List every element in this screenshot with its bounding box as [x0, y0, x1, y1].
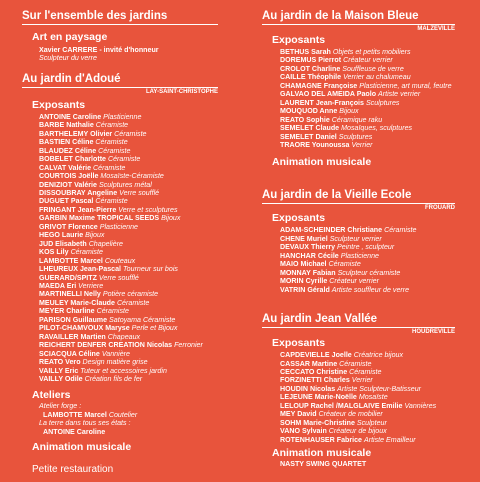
exhibitor-role: Sculptures — [338, 132, 373, 141]
exhibitor-row — [280, 427, 455, 435]
exhibitor-row — [39, 257, 218, 265]
exhibitor-role: Artiste souffleur de verre — [331, 285, 410, 294]
exhibitor-name: ANTOINE Caroline — [39, 112, 102, 121]
section-title-ensemble: Sur l'ensemble des jardins — [22, 10, 168, 22]
exhibitor-role: Couteaux — [104, 256, 136, 265]
exhibitor-row — [280, 107, 455, 115]
subheading-art-en-paysage: Art en paysage — [32, 31, 108, 43]
exhibitor-row — [280, 133, 455, 141]
exhibitor-row — [39, 130, 218, 138]
exhibitor-role: Céramiste — [384, 226, 417, 235]
exhibitor-name: REATO Vero — [39, 358, 81, 367]
exhibitor-name: BETHUS Sarah — [280, 48, 331, 56]
exhibitor-list — [22, 113, 218, 384]
exhibitor-row — [39, 248, 218, 256]
exhibitor-name: GRIVOT Florence — [39, 222, 98, 231]
exhibitor-role: Vannière — [101, 349, 130, 358]
section-rule — [262, 203, 455, 204]
exhibitor-role: Plasticienne, art mural, feutre — [359, 81, 452, 90]
exhibitor-row — [39, 223, 218, 231]
exhibitor-row — [280, 82, 455, 90]
exhibitor-role: Souffleuse de verre — [342, 64, 404, 73]
atelier-forge-label: Atelier forge : — [39, 402, 82, 411]
exhibitor-row — [280, 376, 455, 384]
section-rule — [262, 327, 455, 328]
exhibitor-name: CHENE Muriel — [280, 234, 328, 243]
exhibitor-role: Céramiste — [95, 138, 128, 147]
exhibitor-role: Céramiste — [96, 307, 129, 316]
exhibitor-role: Céramiste — [107, 155, 141, 164]
exhibitor-row — [39, 121, 218, 129]
exhibitor-row — [39, 375, 218, 383]
exhibitor-role: Bijoux — [339, 107, 359, 116]
exhibitor-role: Satoyama Céramiste — [109, 315, 176, 324]
exhibitor-role: Créatrice bijoux — [353, 351, 404, 360]
exhibitor-role: Potière céramiste — [102, 290, 159, 299]
exhibitor-row — [39, 358, 218, 366]
exhibitor-row — [39, 265, 218, 273]
section-rule — [262, 24, 455, 25]
exhibitor-row — [39, 290, 218, 298]
exhibitor-name: MEYER Charline — [39, 307, 95, 316]
exhibitor-role: Céramiste — [70, 248, 103, 257]
exhibitor-row — [280, 260, 455, 268]
exhibitor-role: Verriere — [78, 281, 104, 290]
exhibitor-name: PARISON Guillaume — [39, 315, 108, 324]
subheading-ateliers: Ateliers — [32, 389, 71, 402]
exhibitor-name: BARTHELEMY Olivier — [39, 129, 113, 138]
exhibitor-role: Céramiste — [95, 197, 128, 206]
exhibitor-name: LEJEUNE Marie-Noëlle — [280, 393, 357, 402]
exhibitor-row — [280, 243, 455, 251]
exhibitor-row — [280, 351, 455, 359]
exhibitor-name: CAILLE Théophile — [280, 73, 342, 82]
exhibitor-role: Sculpteur verrier — [329, 234, 382, 243]
exhibitor-role: Chapelière — [88, 239, 123, 248]
exhibitor-row — [39, 299, 218, 307]
exhibitor-role: Sculptures métal — [98, 180, 152, 189]
exhibitor-name: MAEDA Eri — [39, 281, 77, 290]
exhibitor-row — [280, 360, 455, 368]
exhibitor-row — [280, 385, 455, 393]
exhibitor-row — [39, 350, 218, 358]
exhibitor-role: Créateur verrier — [343, 56, 393, 65]
subheading-exposants: Exposants — [32, 98, 86, 111]
exhibitor-row — [39, 197, 218, 205]
exhibitor-list — [262, 48, 455, 149]
exhibitor-role: Verre soufflé — [98, 273, 139, 282]
exhibitor-role: Mosaïste — [358, 393, 388, 402]
exhibitor-row — [39, 206, 218, 214]
exhibitor-name: LAURENT Jean-François — [280, 98, 364, 107]
exhibitor-name: KOS Lily — [39, 248, 69, 257]
exhibitor-role: Céramiste — [114, 129, 147, 138]
exhibitor-row — [280, 252, 455, 260]
exhibitor-row — [39, 367, 218, 375]
exhibitor-row — [39, 231, 218, 239]
subheading-exposants: Exposants — [272, 337, 326, 350]
exhibitor-name: HANCHAR Cécile — [280, 251, 339, 260]
exhibitor-role: Plasticienne — [340, 251, 379, 260]
exhibitor-row — [39, 240, 218, 248]
exhibitor-row — [39, 181, 218, 189]
exhibitor-name: GARBIN Maxime TROPICAL SEEDS — [39, 214, 160, 223]
exhibitor-row — [280, 116, 455, 124]
exhibitor-role: Verre soufflé — [119, 188, 160, 197]
exhibitor-row — [280, 73, 455, 81]
right-column — [262, 0, 455, 469]
exhibitor-role: Bijoux — [161, 214, 181, 223]
exhibitor-row — [280, 226, 455, 234]
exhibitor-list — [262, 226, 455, 294]
exhibitor-role: Peintre , sculpteur — [337, 243, 395, 252]
exhibitor-row — [280, 393, 455, 401]
atelier-forge-entry: LAMBOTTE Marcel Coutelier — [43, 410, 138, 419]
exhibitor-name: LAMBOTTE Marcel — [39, 256, 103, 265]
exhibitor-role: Tuteur et accessoires jardin — [80, 366, 167, 375]
exhibitor-row — [39, 113, 218, 121]
exhibitor-name: VAILLY Eric — [39, 366, 79, 375]
exhibitor-name: MEY David — [280, 410, 317, 419]
atelier-terre-label: La terre dans tous ses états : — [39, 419, 131, 428]
exhibitor-name: TRAORE Younoussa — [280, 140, 350, 149]
exhibitor-name: DOREMUS Pierrot — [280, 56, 342, 65]
exhibitor-row — [280, 419, 455, 427]
exhibitor-role: Tourneur sur bois — [123, 265, 178, 274]
exhibitor-name: BOBELET Charlotte — [39, 155, 106, 164]
exhibitor-name: BLAUDEZ Céline — [39, 146, 97, 155]
exhibitor-row — [280, 402, 455, 410]
exhibitor-role: Créateur verrier — [329, 277, 379, 286]
exhibitor-row — [39, 333, 218, 341]
exhibitor-row — [280, 124, 455, 132]
exhibitor-role: Verre et sculptures — [118, 205, 178, 214]
exhibitor-name: FORZINETTI Charles — [280, 376, 350, 385]
location-label: MALZEVILLE — [417, 26, 455, 32]
exhibitor-row — [280, 277, 455, 285]
section-title-maison-bleue: Au jardin de la Maison Bleue — [262, 10, 419, 22]
subheading-exposants: Exposants — [272, 212, 326, 225]
exhibitor-name: REATO Sophie — [280, 115, 330, 124]
exhibitor-role: Sculpteur — [356, 418, 387, 427]
exhibitor-row — [280, 368, 455, 376]
exhibitor-name: FRINGANT Jean-Pierre — [39, 205, 117, 214]
exhibitor-role: Sculpteur céramiste — [337, 268, 401, 277]
exhibitor-name: CHAMAGNE Françoise — [280, 81, 358, 90]
exhibitor-name: GUERARD/SPITZ — [39, 273, 97, 282]
exhibitor-name: BASTIEN Céline — [39, 138, 94, 147]
exhibitor-name: CALVAT Valérie — [39, 163, 92, 172]
exhibitor-name: DUGUET Pascal — [39, 197, 94, 206]
exhibitor-name: BARBE Nathalie — [39, 121, 94, 130]
exhibitor-role: Céramiste — [98, 146, 131, 155]
exhibitor-role: Design matière grise — [82, 358, 148, 367]
exhibitor-name: MARTINELLI Nelly — [39, 290, 101, 299]
exhibitor-row — [39, 214, 218, 222]
exhibitor-row — [39, 316, 218, 324]
exhibitor-role: Céramique raku — [331, 115, 383, 124]
exhibitor-role: Mosaïste-Céramiste — [100, 172, 164, 181]
exhibitor-row — [39, 164, 218, 172]
exhibitor-row — [280, 436, 455, 444]
guest-artist-name: Xavier CARRERE - invité d'honneur — [39, 46, 159, 54]
exhibitor-row — [280, 56, 455, 64]
location-label: FROUARD — [425, 205, 455, 212]
exhibitor-row — [280, 48, 455, 56]
exhibitor-name: LELOUP Rachel /MALGLAIVE Emilie — [280, 401, 403, 410]
section-title-adoue: Au jardin d'Adoué — [22, 72, 121, 85]
exhibitor-row — [39, 155, 218, 163]
section-rule — [22, 24, 218, 25]
exhibitor-row — [280, 141, 455, 149]
exhibitor-name: DENIZIOT Valérie — [39, 180, 97, 189]
section-rule — [22, 87, 218, 88]
section-title-vieille-ecole: Au jardin de la Vieille Ecole — [262, 189, 412, 202]
exhibitor-role: Céramiste — [339, 359, 372, 368]
exhibitor-role: Céramiste — [116, 298, 150, 307]
exhibitor-row — [39, 324, 218, 332]
left-column — [22, 0, 218, 476]
exhibitor-name: JUD Elisabeth — [39, 239, 87, 248]
exhibitor-name: MEULEY Marie-Claude — [39, 298, 115, 307]
section-title-jean-vallee: Au jardin Jean Vallée — [262, 313, 378, 326]
exhibitor-role: Céramiste — [93, 163, 126, 172]
exhibitor-row — [39, 147, 218, 155]
exhibitor-role: Chapeaux — [107, 332, 141, 341]
exhibitor-name: LHEUREUX Jean-Pascal — [39, 265, 122, 274]
exhibitor-name: MAIO Michael — [280, 260, 327, 269]
exhibitor-name: MOUQUOD Anne — [280, 107, 338, 116]
exhibitor-row — [280, 269, 455, 277]
subheading-exposants: Exposants — [272, 34, 326, 46]
exhibitor-role: Artiste Emailleur — [363, 435, 416, 444]
exhibitor-row — [280, 286, 455, 294]
subheading-animation-musicale: Animation musicale — [32, 441, 132, 454]
exhibitor-row — [280, 90, 455, 98]
exhibitor-role: Céramiste — [95, 121, 129, 130]
exhibitor-name: REICHERT DENFER CREATION Nicolas — [39, 341, 173, 350]
exhibitor-name: HOUDIN Nicolas — [280, 384, 336, 393]
exhibitor-row — [280, 65, 455, 73]
exhibitor-row — [39, 138, 218, 146]
exhibitor-name: SCIACQUA Céline — [39, 349, 100, 358]
exhibitor-name: VANO Sylvain — [280, 427, 327, 436]
exhibitor-row — [39, 274, 218, 282]
exhibitor-role: Artiste Sculpteur-Batisseur — [337, 384, 422, 393]
exhibitor-role: Objets et petits mobiliers — [332, 48, 411, 56]
exhibitor-row — [39, 189, 218, 197]
exhibitor-role: Bijoux — [85, 231, 105, 240]
exhibitor-role: Artiste verrier — [378, 90, 421, 99]
exhibitor-role: Verrier au chalumeau — [343, 73, 411, 82]
exhibitor-role: Céramiste — [349, 367, 382, 376]
exhibitor-name: SEMELET Claude — [280, 124, 340, 133]
exhibitor-role: Créateur de mobilier — [318, 410, 383, 419]
exhibitor-name: CROLOT Charline — [280, 64, 341, 73]
exhibitor-name: SEMELET Daniel — [280, 132, 337, 141]
exhibitor-role: Plasticienne — [103, 112, 142, 121]
exhibitor-role: Ferronier — [174, 341, 203, 350]
guest-artist-note: Sculpteur du verre — [39, 54, 97, 63]
exhibitor-list — [262, 351, 455, 444]
exhibitor-role: Verrier — [351, 140, 373, 149]
exhibitor-name: MONNAY Fabian — [280, 268, 336, 277]
exhibitor-role: Perle et Bijoux — [131, 324, 178, 333]
exhibitor-name: CECCATO Christine — [280, 367, 348, 376]
exhibitor-name: PILOT-CHAMVOUX Maryse — [39, 324, 130, 333]
exhibitor-row — [280, 99, 455, 107]
exhibitor-name: ADAM-SCHEINDER Christiane — [280, 226, 383, 235]
exhibitor-role: Sculptures — [365, 98, 400, 107]
exhibitor-role: Créateur de bijoux — [328, 427, 387, 436]
exhibitor-name: CASSAR Martine — [280, 359, 338, 368]
subheading-animation-musicale: Animation musicale — [272, 156, 372, 169]
exhibitor-name: DISSOUBRAY Angeline — [39, 188, 118, 197]
exhibitor-name: SOHM Marie-Christine — [280, 418, 355, 427]
subheading-petite-restauration: Petite restauration — [32, 464, 114, 476]
location-label: LAY-SAINT-CHRISTOPHE — [145, 88, 218, 95]
exhibitor-row — [39, 307, 218, 315]
exhibitor-name: MORIN Cyrille — [280, 277, 328, 286]
exhibitor-role: Mosaïques, sculptures — [341, 124, 413, 133]
exhibitor-name: HEGO Laurie — [39, 231, 84, 240]
exhibitor-name: CAPDEVIELLE Joelle — [280, 351, 352, 360]
location-label: HOUDREVILLE — [411, 329, 455, 336]
exhibitor-name: GALVAO DEL AMEIDA Paolo — [280, 90, 377, 99]
exhibitor-name: VATRIN Gérald — [280, 285, 330, 294]
exhibitor-name: RAVAILLER Martien — [39, 332, 106, 341]
exhibitor-row — [280, 235, 455, 243]
exhibitor-row — [39, 282, 218, 290]
exhibitor-role: Céramiste — [328, 260, 361, 269]
exhibitor-name: VAILLY Odile — [39, 374, 83, 383]
exhibitor-role: Plasticienne — [99, 222, 138, 231]
exhibitor-role: Vannières — [404, 401, 437, 410]
exhibitor-row — [280, 410, 455, 418]
band-name: NASTY SWING QUARTET — [280, 460, 367, 469]
exhibitor-role: Création fils de fer — [84, 374, 143, 383]
atelier-terre-entry: ANTOINE Caroline — [43, 427, 106, 436]
exhibitor-name: COURTOIS Joëlle — [39, 172, 99, 181]
subheading-animation-musicale: Animation musicale — [272, 447, 372, 460]
exhibitor-name: ROTENHAUSER Fabrice — [280, 435, 362, 444]
exhibitor-row — [39, 341, 218, 349]
exhibitor-role: Verrier — [351, 376, 373, 385]
exhibitor-row — [39, 172, 218, 180]
exhibitor-name: DEVAUX Thierry — [280, 243, 336, 252]
